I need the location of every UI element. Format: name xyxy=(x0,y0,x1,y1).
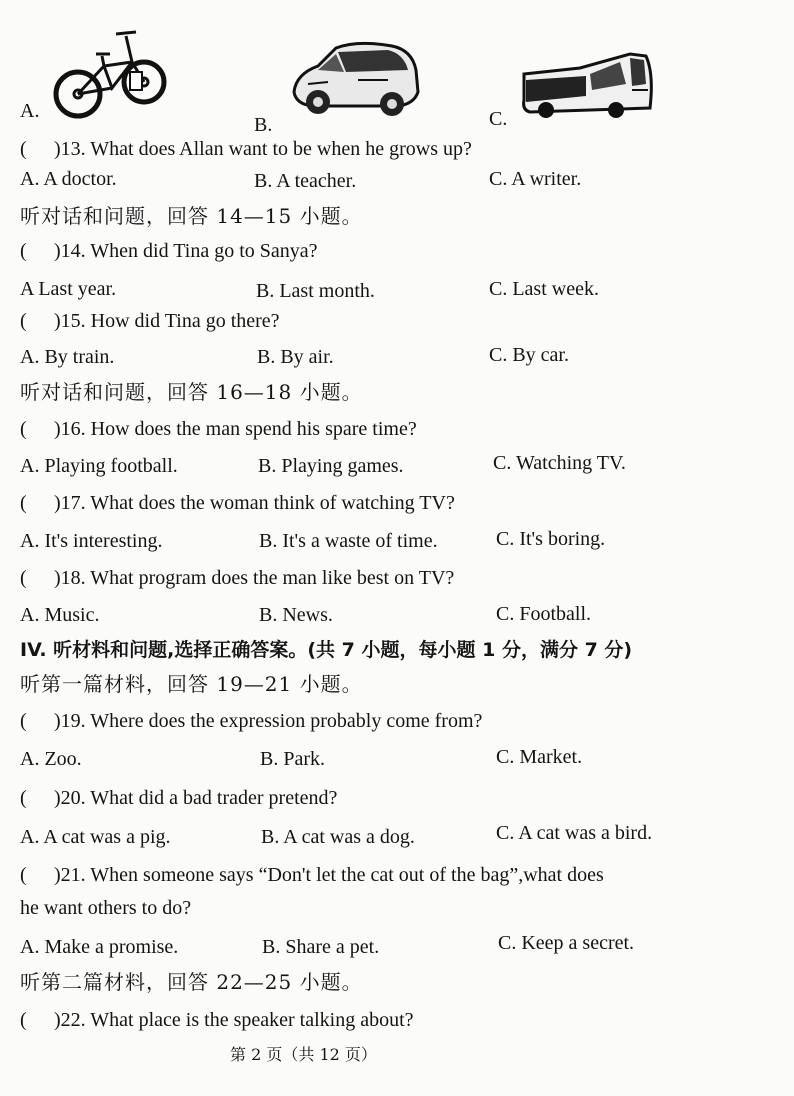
answer-bracket[interactable]: ( xyxy=(20,138,27,160)
q17-option-c: C. It's boring. xyxy=(496,528,606,550)
instruction-19-21: 听第一篇材料，回答 19—21 小题。 xyxy=(20,672,363,696)
q18-option-c: C. Football. xyxy=(496,603,592,625)
answer-bracket[interactable]: ( xyxy=(20,787,27,809)
question-17-text: )17. What does the woman think of watching TV? xyxy=(54,492,455,514)
instruction-16-18: 听对话和问题，回答 16—18 小题。 xyxy=(20,380,363,404)
q20-option-a: A. A cat was a pig. xyxy=(20,826,171,848)
option-c-label: C. xyxy=(489,108,508,130)
q20-option-c: C. A cat was a bird. xyxy=(496,822,653,844)
answer-bracket[interactable]: ( xyxy=(20,1009,27,1031)
question-14 xyxy=(20,240,318,263)
answer-bracket[interactable]: ( xyxy=(20,418,27,440)
question-16-text: )16. How does the man spend his spare time? xyxy=(54,418,417,440)
question-18-text: )18. What program does the man like best on TV? xyxy=(54,567,455,589)
q16-option-b: B. Playing games. xyxy=(258,455,404,477)
question-21-text: )21. When someone says “Don't let the cat out of the bag”,what does xyxy=(54,864,604,886)
bicycle-icon xyxy=(52,26,170,124)
question-19 xyxy=(20,710,482,733)
q16-option-c: C. Watching TV. xyxy=(493,452,626,474)
question-18 xyxy=(20,567,454,590)
answer-bracket[interactable]: ( xyxy=(20,310,27,332)
q17-option-b: B. It's a waste of time. xyxy=(259,530,438,552)
question-15-text: )15. How did Tina go there? xyxy=(54,310,280,332)
instruction-22-25: 听第二篇材料，回答 22—25 小题。 xyxy=(20,970,363,994)
option-a-label: A. xyxy=(20,100,40,122)
page-footer: 第 2 页（共 12 页） xyxy=(230,1045,377,1064)
q13-option-a: A. A doctor. xyxy=(20,168,117,190)
section-4-heading: IV. 听材料和问题,选择正确答案。(共 7 小题，每小题 1 分，满分 7 分) xyxy=(20,639,633,661)
question-22-text: )22. What place is the speaker talking about? xyxy=(54,1009,414,1031)
question-20 xyxy=(20,787,337,810)
answer-bracket[interactable]: ( xyxy=(20,864,27,886)
q15-option-a: A. By train. xyxy=(20,346,115,368)
q18-option-b: B. News. xyxy=(259,604,333,626)
question-22 xyxy=(20,1009,414,1032)
answer-bracket[interactable]: ( xyxy=(20,240,27,262)
q21-option-b: B. Share a pet. xyxy=(262,936,380,958)
q14-option-b: B. Last month. xyxy=(256,280,375,302)
q19-option-b: B. Park. xyxy=(260,748,325,770)
q16-option-a: A. Playing football. xyxy=(20,455,178,477)
option-b-label: B. xyxy=(254,114,273,136)
question-14-text: )14. When did Tina go to Sanya? xyxy=(54,240,318,262)
q15-option-b: B. By air. xyxy=(257,346,334,368)
q14-option-a: A Last year. xyxy=(20,278,117,300)
q17-option-a: A. It's interesting. xyxy=(20,530,163,552)
q21-option-a: A. Make a promise. xyxy=(20,936,179,958)
question-21-text-line2: he want others to do? xyxy=(20,897,192,919)
question-20-text: )20. What did a bad trader pretend? xyxy=(54,787,338,809)
q13-option-c: C. A writer. xyxy=(489,168,582,190)
question-17 xyxy=(20,492,455,515)
question-16 xyxy=(20,418,417,441)
question-19-text: )19. Where does the expression probably come from? xyxy=(54,710,483,732)
q15-option-c: C. By car. xyxy=(489,344,569,366)
q19-option-c: C. Market. xyxy=(496,746,583,768)
q21-option-c: C. Keep a secret. xyxy=(498,932,635,954)
question-21 xyxy=(20,864,604,887)
car-icon xyxy=(288,40,422,122)
q19-option-a: A. Zoo. xyxy=(20,748,82,770)
question-13 xyxy=(20,138,472,161)
q18-option-a: A. Music. xyxy=(20,604,100,626)
answer-bracket[interactable]: ( xyxy=(20,710,27,732)
q20-option-b: B. A cat was a dog. xyxy=(261,826,415,848)
q13-option-b: B. A teacher. xyxy=(254,170,357,192)
question-15 xyxy=(20,310,280,333)
question-13-text: )13. What does Allan want to be when he grows up? xyxy=(54,138,472,160)
instruction-14-15: 听对话和问题，回答 14—15 小题。 xyxy=(20,204,363,228)
answer-bracket[interactable]: ( xyxy=(20,567,27,589)
q14-option-c: C. Last week. xyxy=(489,278,599,300)
bus-icon xyxy=(520,44,660,120)
answer-bracket[interactable]: ( xyxy=(20,492,27,514)
